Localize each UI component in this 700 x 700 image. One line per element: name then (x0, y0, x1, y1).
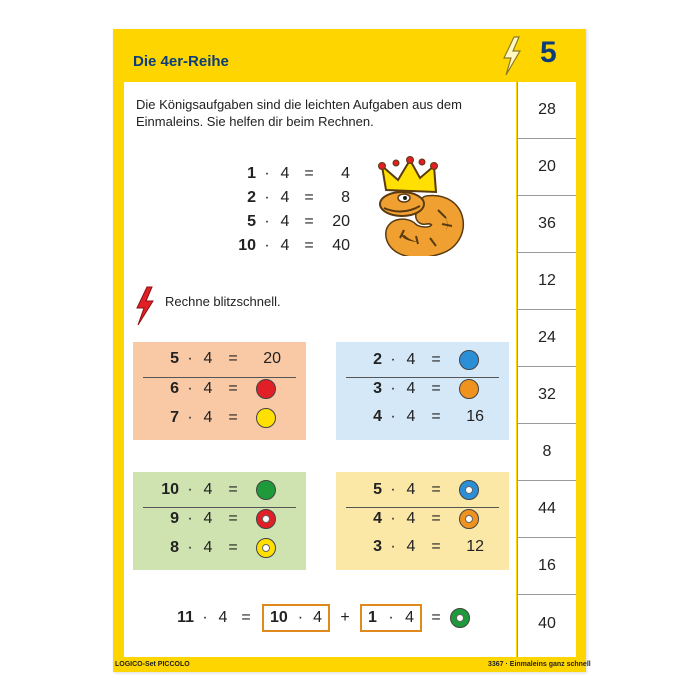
factor-a: 2 (373, 351, 382, 368)
king-equation (228, 237, 350, 255)
equals: = (431, 408, 441, 425)
equals: = (304, 189, 314, 206)
factor-b: 4 (313, 609, 322, 626)
factor-a: 2 (247, 189, 256, 206)
answer-marker-ring[interactable] (450, 608, 470, 628)
factor-a: 4 (373, 408, 382, 425)
result: 4 (341, 165, 350, 182)
factor-a: 4 (373, 510, 382, 527)
factor-b: 4 (405, 609, 414, 626)
answer-marker-ring[interactable] (256, 509, 276, 529)
factor-a: 9 (170, 510, 179, 527)
operator: · (390, 351, 396, 368)
equals: = (431, 538, 441, 555)
divider-line (143, 377, 296, 378)
exercise-box-blue (336, 342, 509, 440)
factor-b: 4 (280, 213, 290, 230)
decomposition-equation (172, 604, 470, 632)
exercise-row (360, 538, 484, 556)
answer-marker-ring[interactable] (459, 509, 479, 529)
exercise-row (360, 480, 484, 500)
result: 40 (332, 237, 350, 254)
equals: = (228, 510, 238, 527)
equals: = (228, 481, 238, 498)
factor-b: 4 (406, 538, 416, 555)
answer-column (517, 82, 576, 657)
factor-a: 8 (170, 539, 179, 556)
factor-a: 5 (170, 350, 179, 367)
equals: = (304, 165, 314, 182)
factor-a: 1 (247, 165, 256, 182)
answer-cell[interactable]: 8 (518, 424, 576, 481)
equals: = (431, 481, 441, 498)
divider-line (346, 507, 499, 508)
operator: · (187, 409, 193, 426)
intro-text: Die Königsaufgaben sind die leichten Aufgaben aus dem Einmaleins. Sie helfen dir beim Rechnen. (136, 97, 462, 129)
exercise-box-green (133, 472, 306, 570)
factor-a: 10 (270, 609, 288, 626)
equals: = (228, 539, 238, 556)
factor-b: 4 (406, 380, 416, 397)
exercise-row (360, 379, 484, 399)
operator: · (264, 237, 270, 254)
equals: = (431, 510, 441, 527)
divider-line (346, 377, 499, 378)
factor-b: 4 (406, 408, 416, 425)
operator: · (187, 539, 193, 556)
lightning-icon (500, 36, 524, 76)
exercise-row (157, 480, 281, 500)
factor-a: 10 (238, 237, 256, 254)
factor-a: 5 (373, 481, 382, 498)
equals: = (431, 380, 441, 397)
factor-a: 3 (373, 538, 382, 555)
king-equation (228, 165, 350, 183)
answer-cell[interactable]: 28 (518, 82, 576, 139)
equals: = (228, 409, 238, 426)
answer-cell[interactable]: 16 (518, 538, 576, 595)
exercise-row (157, 379, 281, 399)
operator: · (187, 510, 193, 527)
exercise-row (157, 538, 281, 558)
footer-product: 3367 · Einmaleins ganz schnell (488, 661, 591, 668)
divider-line (143, 507, 296, 508)
exercise-box-orange (133, 342, 306, 440)
factor-b: 4 (203, 481, 213, 498)
factor-b: 4 (280, 189, 290, 206)
exercise-row (157, 350, 281, 368)
answer-cell[interactable]: 20 (518, 139, 576, 196)
operator: · (187, 380, 193, 397)
equals: = (228, 350, 238, 367)
exercise-row (157, 509, 281, 529)
answer-cell[interactable]: 24 (518, 310, 576, 367)
exercise-row (360, 350, 484, 370)
operator: · (264, 213, 270, 230)
answer-cell[interactable]: 12 (518, 253, 576, 310)
equals: = (304, 237, 314, 254)
answer-marker-dot[interactable] (256, 480, 276, 500)
factor-b: 4 (203, 350, 213, 367)
factor-b: 4 (406, 351, 416, 368)
equals: = (228, 380, 238, 397)
footer-series: LOGICO-Set PICCOLO (115, 661, 190, 668)
answer-marker-dot[interactable] (256, 408, 276, 428)
operator: · (297, 609, 304, 626)
operator: · (187, 350, 193, 367)
answer-cell[interactable]: 44 (518, 481, 576, 538)
factor-a: 7 (170, 409, 179, 426)
operator: · (388, 609, 394, 626)
factor-b: 4 (280, 237, 290, 254)
equals: = (241, 609, 251, 626)
operator: · (390, 408, 396, 425)
answer-marker-ring[interactable] (459, 480, 479, 500)
operator: · (264, 165, 270, 182)
result: 20 (263, 350, 281, 367)
factor-b: 4 (218, 609, 228, 626)
answer-marker-dot[interactable] (459, 379, 479, 399)
answer-marker-dot[interactable] (256, 379, 276, 399)
partial-product-box (360, 604, 422, 632)
answer-cell[interactable]: 36 (518, 196, 576, 253)
factor-a: 10 (161, 481, 179, 498)
factor-b: 4 (203, 510, 213, 527)
result: 8 (341, 189, 350, 206)
operator: · (390, 538, 396, 555)
result: 20 (332, 213, 350, 230)
king-equation (228, 189, 350, 207)
factor-b: 4 (203, 409, 213, 426)
factor-a: 6 (170, 380, 179, 397)
factor-a: 3 (373, 380, 382, 397)
factor-a: 5 (247, 213, 256, 230)
lightning-icon (134, 286, 156, 326)
exercise-row (157, 408, 281, 428)
result: 12 (466, 538, 484, 555)
operator: · (202, 609, 208, 626)
operator: · (264, 189, 270, 206)
operator: · (390, 481, 396, 498)
factor-b: 4 (406, 510, 416, 527)
factor-b: 4 (406, 481, 416, 498)
answer-cell[interactable]: 40 (538, 614, 556, 632)
partial-product-box (262, 604, 330, 632)
page-title: Die 4er-Reihe (133, 53, 229, 70)
exercise-row (360, 509, 484, 529)
result: 16 (466, 408, 484, 425)
factor-a: 11 (177, 609, 194, 626)
operator: · (390, 510, 396, 527)
operator: · (187, 481, 193, 498)
factor-b: 4 (203, 539, 213, 556)
operator: · (390, 380, 396, 397)
king-equation (228, 213, 350, 231)
equals: = (431, 609, 441, 626)
factor-b: 4 (203, 380, 213, 397)
equals: = (431, 351, 441, 368)
answer-cell[interactable]: 32 (518, 367, 576, 424)
factor-a: 1 (368, 609, 377, 626)
snake-king-illustration (372, 156, 468, 256)
plus: + (340, 609, 350, 626)
answer-marker-dot[interactable] (459, 350, 479, 370)
equals: = (304, 213, 314, 230)
answer-marker-ring[interactable] (256, 538, 276, 558)
instruction-text: Rechne blitzschnell. (165, 294, 281, 309)
exercise-row (360, 408, 484, 426)
exercise-box-yellow (336, 472, 509, 570)
card-number: 5 (540, 36, 557, 69)
factor-b: 4 (280, 165, 290, 182)
